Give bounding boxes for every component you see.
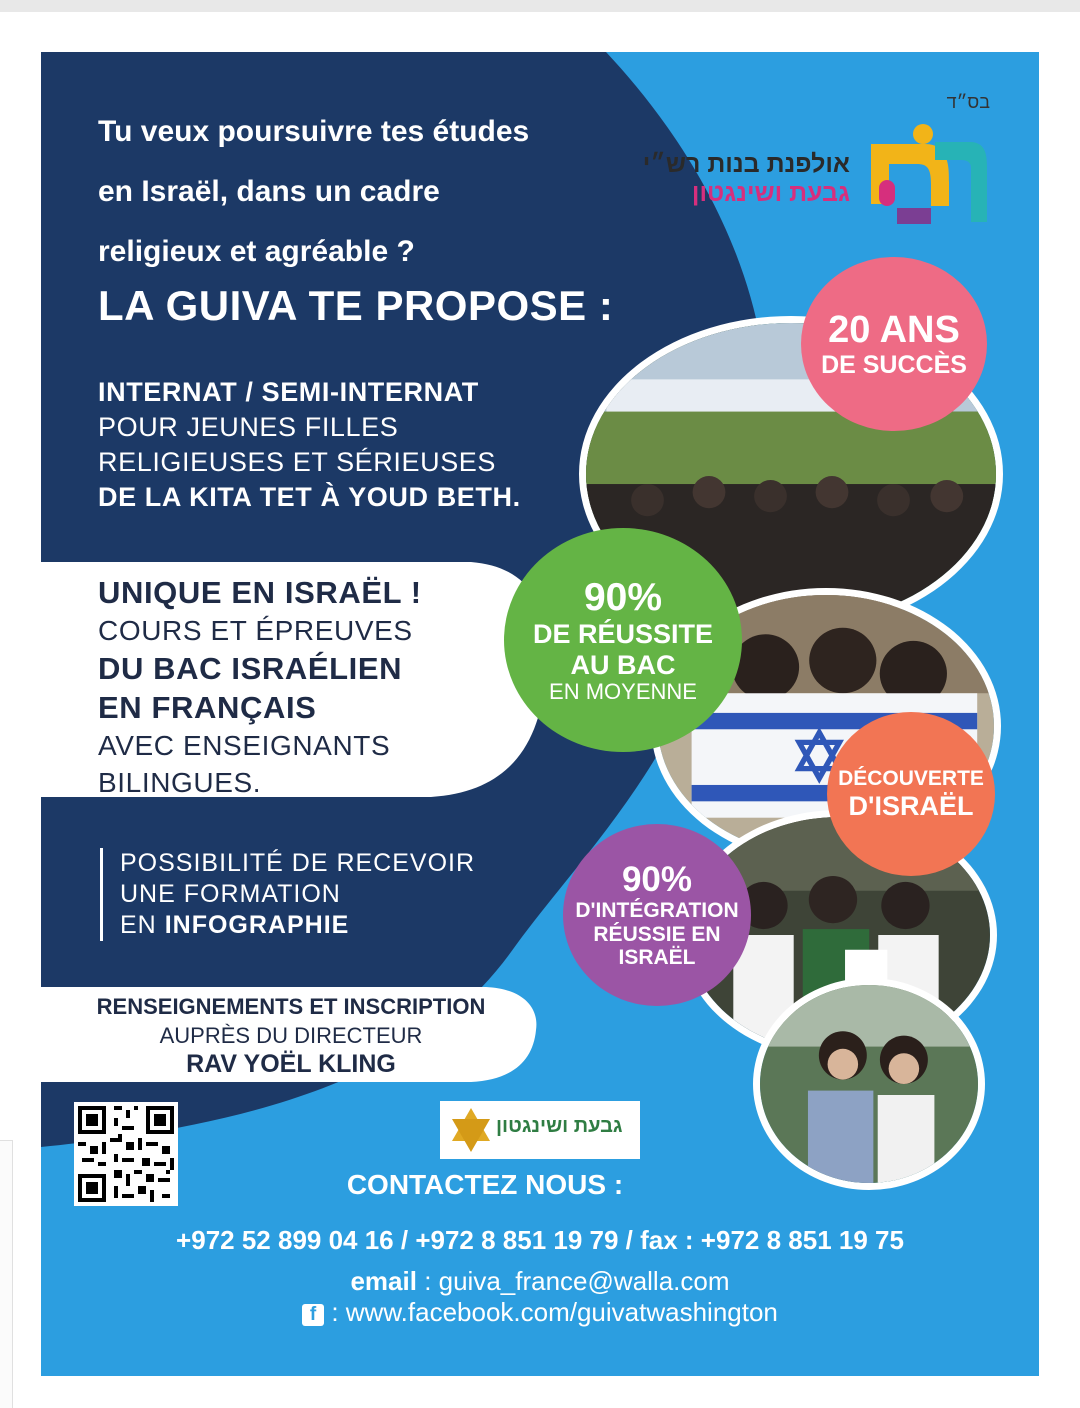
flyer xyxy=(41,52,1039,1376)
info-line: RAV YOËL KLING xyxy=(186,1050,396,1078)
unique-line: EN FRANÇAIS xyxy=(98,690,317,725)
badge-integration-line: ISRAËL xyxy=(618,946,696,970)
possibility-prefix: EN xyxy=(120,911,165,939)
badge-years-big: 20 ANS xyxy=(828,308,960,351)
facebook-icon: f xyxy=(302,1304,324,1326)
intro-line: religieux et agréable ? xyxy=(98,235,415,268)
badge-discovery-line: D'ISRAËL xyxy=(848,790,974,821)
internat-line: DE LA KITA TET À YOUD BETH. xyxy=(98,482,521,512)
badge-years-small: DE SUCCÈS xyxy=(821,351,967,380)
contact-email[interactable] xyxy=(41,1266,1039,1297)
internat-line: INTERNAT / SEMI-INTERNAT xyxy=(98,377,479,407)
unique-line: AVEC ENSEIGNANTS xyxy=(98,730,391,761)
info-line: AUPRÈS DU DIRECTEUR xyxy=(159,1023,423,1048)
badge-success-line: AU BAC xyxy=(570,649,676,680)
intro-line: en Israël, dans un cadre xyxy=(98,175,440,208)
logo-mark-icon xyxy=(865,122,990,232)
unique-line: BILINGUES. xyxy=(98,767,262,798)
email-label: email xyxy=(350,1266,417,1296)
unique-text xyxy=(98,573,422,801)
logo-line: אולפנת בנות רש״י xyxy=(642,150,850,178)
possibility-text xyxy=(100,848,475,941)
logo-line: גבעת ושינגטון xyxy=(691,179,850,207)
info-box xyxy=(81,992,501,1079)
star-of-david-icon xyxy=(446,1105,496,1155)
sponsor-logo xyxy=(440,1101,640,1159)
badge-success-big: 90% xyxy=(583,575,663,619)
badge-discovery-line: DÉCOUVERTE xyxy=(838,767,984,791)
contact-title: CONTACTEZ NOUS : xyxy=(346,1169,624,1200)
internat-text xyxy=(98,375,521,515)
possibility-line xyxy=(120,910,475,941)
contact-facebook[interactable] xyxy=(41,1297,1039,1328)
info-line: RENSEIGNEMENTS ET INSCRIPTION xyxy=(96,994,486,1019)
contact-phones[interactable]: +972 52 899 04 16 / +972 8 851 19 79 / fax : +972 8 851 19 75 xyxy=(176,1225,904,1255)
possibility-bold: INFOGRAPHIE xyxy=(164,911,350,939)
internat-line: POUR JEUNES FILLES xyxy=(98,412,399,442)
possibility-line: POSSIBILITÉ DE RECEVOIR xyxy=(120,849,476,877)
email-value: : guiva_france@walla.com xyxy=(416,1266,730,1296)
bsd-text: בס״ד xyxy=(946,92,990,112)
badge-years xyxy=(801,257,987,431)
intro-line: Tu veux poursuivre tes études xyxy=(98,115,530,148)
badge-integration xyxy=(563,824,751,1006)
sponsor-text: גבעת ושינגטון xyxy=(496,1115,623,1137)
photo-two-girls xyxy=(753,978,985,1190)
top-bar xyxy=(0,0,1080,12)
badge-integration-big: 90% xyxy=(621,860,693,900)
badge-discovery xyxy=(827,712,995,876)
badge-integration-line: D'INTÉGRATION xyxy=(575,899,739,923)
internat-line: RELIGIEUSES ET SÉRIEUSES xyxy=(98,447,497,477)
facebook-url: : www.facebook.com/guivatwashington xyxy=(324,1297,778,1327)
unique-line: COURS ET ÉPREUVES xyxy=(98,615,413,646)
possibility-line: UNE FORMATION xyxy=(120,880,341,908)
badge-integration-line: RÉUSSIE EN xyxy=(593,922,721,946)
intro-text xyxy=(98,102,529,282)
unique-line: UNIQUE EN ISRAËL ! xyxy=(98,575,422,610)
badge-success xyxy=(504,528,742,752)
side-tab xyxy=(0,1140,13,1408)
badge-success-small: EN MOYENNE xyxy=(549,678,697,704)
unique-line: DU BAC ISRAÉLIEN xyxy=(98,651,403,686)
logo-text xyxy=(643,150,850,208)
headline: LA GUIVA TE PROPOSE : xyxy=(98,282,614,329)
school-logo xyxy=(630,92,990,232)
badge-success-line: DE RÉUSSITE xyxy=(532,619,714,650)
